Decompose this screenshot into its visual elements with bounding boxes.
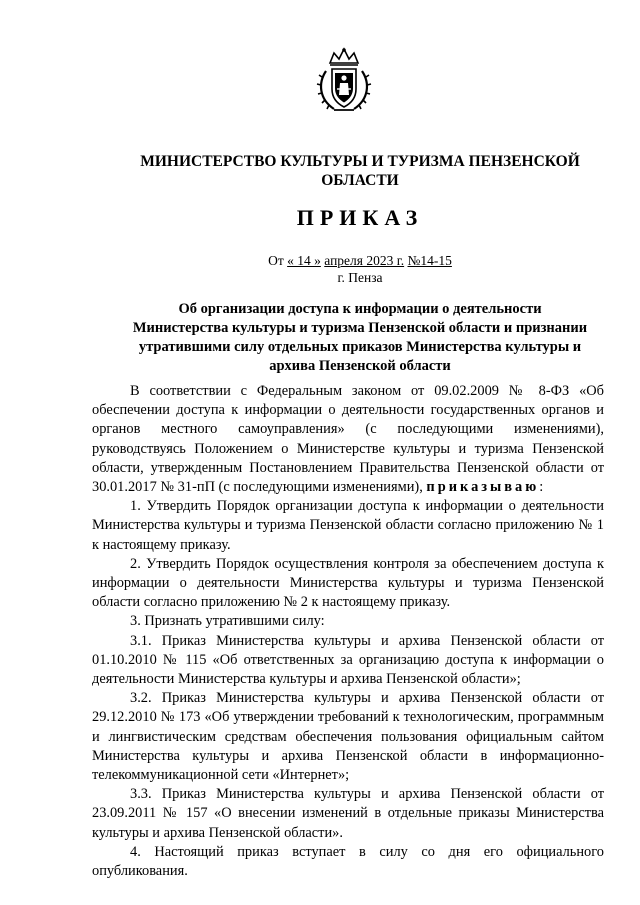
- preamble-paragraph: [92, 382, 604, 497]
- title-line: архива Пензенской области: [269, 358, 451, 374]
- ministry-name-line-2: ОБЛАСТИ: [321, 172, 399, 189]
- city: г. Пенза: [337, 270, 383, 285]
- paragraph-item-3-3: 3.3. Приказ Министерства культуры и архива Пензенской области от 23.09.2011 № 157 «О внесении изменений в отдельные приказы Министерства культуры и архива Пензенской области».: [92, 786, 604, 841]
- paragraph-item-4: 4. Настоящий приказ вступает в силу со дня его официального опубликования.: [92, 843, 604, 880]
- date-number-line: [110, 252, 610, 270]
- preamble-text: В соответствии с Федеральным законом от 09.02.2009 № 8-ФЗ «Об обеспечении доступа к информации о деятельности государственных органов и органов местного самоуправления» (с последующими изменениями), руководствуясь Положением о Министерстве культуры и туризма Пензенской области, утвержденным Постановлением Правительства Пензенской области от 30.01.2017 № 31-пП (с последующими изменениями),: [92, 383, 604, 496]
- title-line: Об организации доступа к информации о деятельности: [178, 301, 542, 317]
- order-colon: :: [539, 479, 544, 496]
- paragraph-item-3: 3. Признать утратившими силу:: [130, 613, 325, 630]
- document-type-heading: ПРИКАЗ: [296, 205, 424, 230]
- paragraph-item-1: 1. Утвердить Порядок организации доступа к информации о деятельности Министерства культуры и туризма Пензенской области согласно приложению № 1 к настоящему приказу.: [92, 498, 604, 553]
- order-word: приказываю: [426, 479, 540, 496]
- date-prefix: От: [268, 253, 284, 268]
- title-line: утратившими силу отдельных приказов Министерства культуры и: [138, 339, 582, 355]
- date-day: « 14 »: [287, 253, 321, 268]
- ministry-name-line-1: МИНИСТЕРСТВО КУЛЬТУРЫ И ТУРИЗМА ПЕНЗЕНСКОЙ: [140, 153, 580, 170]
- date-month-year: апреля 2023 г.: [324, 253, 405, 268]
- order-title: [100, 300, 620, 376]
- paragraph-item-2: 2. Утвердить Порядок осуществления контроля за обеспечением доступа к информации о деятельности Министерства культуры и туризма Пензенской области согласно приложению № 2 к настоящему приказу.: [92, 555, 604, 611]
- order-number: №14-15: [407, 253, 452, 268]
- title-line: Министерства культуры и туризма Пензенской области и признании: [132, 320, 588, 336]
- order-body: [92, 382, 604, 881]
- paragraph-item-3-1: 3.1. Приказ Министерства культуры и архива Пензенской области от 01.10.2010 № 115 «Об ответственных за организацию доступа к информации о деятельности Министерства культуры и архива Пензенской области»;: [92, 632, 604, 688]
- coat-of-arms-icon: [316, 47, 372, 113]
- paragraph-item-3-2: 3.2. Приказ Министерства культуры и архива Пензенской области от 29.12.2010 № 173 «Об утверждении требований к технологическим, программным и лингвистическим средствам обеспечения пользования официальным сайтом Министерства культуры и архива Пензенской области в информационно-телекоммуникационной сети «Интернет»;: [92, 690, 604, 784]
